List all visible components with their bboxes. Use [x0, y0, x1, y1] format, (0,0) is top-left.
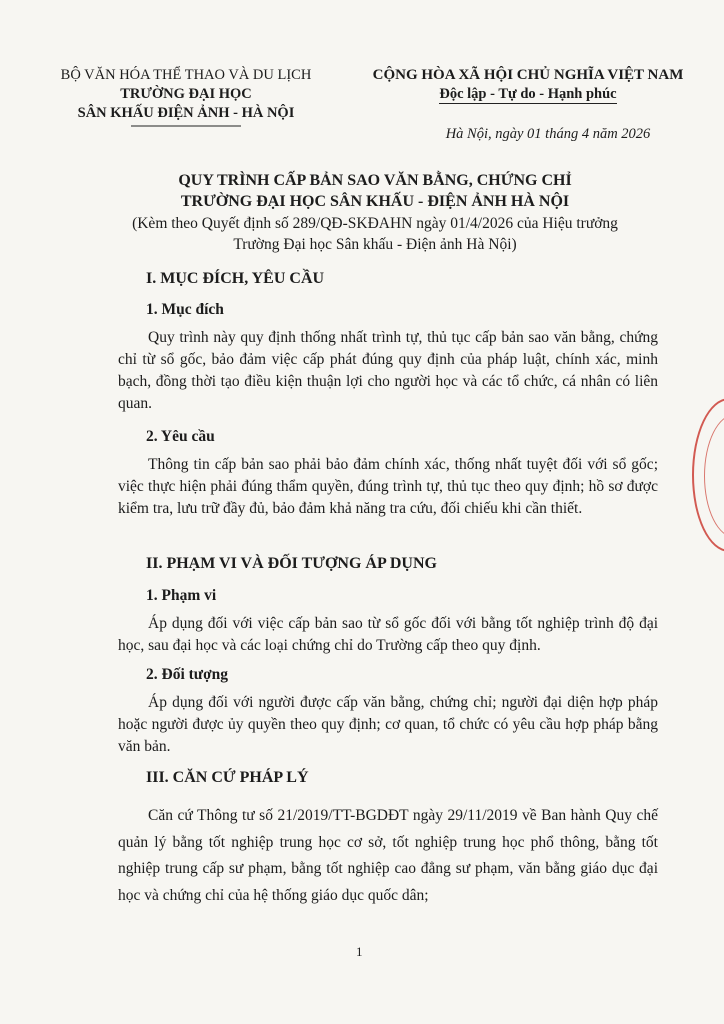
- document-title: [80, 170, 670, 212]
- university-name-line1: TRƯỜNG ĐẠI HỌC: [120, 86, 252, 102]
- paragraph-3: Căn cứ Thông tư số 21/2019/TT-BGDĐT ngày 29/11/2019 về Ban hành Quy chế quản lý bằng tốt nghiệp trung học cơ sở, tốt nghiệp trung học phổ thông, bằng tốt nghiệp trung cấp sư phạm, bằng tốt nghiệp cao đẳng sư phạm, văn bằng giáo dục đại học và chứng chỉ của hệ thống giáo dục quốc dân;: [118, 807, 658, 904]
- document-date: Hà Nội, ngày 01 tháng 4 năm 2026: [445, 126, 651, 142]
- national-motto: Độc lập - Tự do - Hạnh phúc: [439, 86, 617, 102]
- section-heading-3: III. CĂN CỨ PHÁP LÝ: [146, 769, 309, 786]
- subsection-heading-1-1: 1. Mục đích: [146, 301, 224, 318]
- issuing-agency-header: [40, 66, 332, 128]
- national-header: [368, 66, 688, 104]
- page-number: 1: [356, 944, 363, 959]
- paragraph-1-2: Thông tin cấp bản sao phải bảo đảm chính xác, thống nhất tuyệt đối với sổ gốc; việc thực hiện phải đúng thẩm quyền, đúng trình tự, thủ tục theo quy định; hồ sơ được kiểm tra, lưu trữ đầy đủ, bảo đảm khả năng tra cứu, đối chiếu khi cần thiết.: [118, 456, 658, 517]
- title-line2: TRƯỜNG ĐẠI HỌC SÂN KHẤU - ĐIỆN ẢNH HÀ NỘI: [180, 193, 570, 210]
- red-seal-stamp-icon: [692, 398, 724, 552]
- paragraph-2-1: Áp dụng đối với việc cấp bản sao từ sổ gốc đối với bằng tốt nghiệp trình độ đại học, sau đại học và các loại chứng chỉ do Trường cấp theo quy định.: [118, 615, 658, 654]
- subsection-heading-2-2: 2. Đối tượng: [146, 666, 229, 683]
- title-line1: QUY TRÌNH CẤP BẢN SAO VĂN BẰNG, CHỨNG CHỈ: [178, 172, 572, 189]
- paragraph-1-1: Quy trình này quy định thống nhất trình tự, thủ tục cấp bản sao văn bằng, chứng chỉ từ sổ gốc, bảo đảm việc cấp phát đúng quy định của pháp luật, chính xác, minh bạch, đồng thời tạo điều kiện thuận lợi cho người học và các tổ chức, cá nhân có liên quan.: [118, 329, 658, 412]
- header-underline: [131, 124, 241, 128]
- subtitle-line2: Trường Đại học Sân khấu - Điện ảnh Hà Nội): [233, 236, 517, 253]
- country-name: CỘNG HÒA XÃ HỘI CHỦ NGHĨA VIỆT NAM: [372, 67, 684, 83]
- stamp-inner-ring: [704, 414, 724, 538]
- section-heading-1: I. MỤC ĐÍCH, YÊU CẦU: [146, 270, 325, 287]
- subtitle-line1: (Kèm theo Quyết định số 289/QĐ-SKĐAHN ngày 01/4/2026 của Hiệu trưởng: [132, 215, 618, 232]
- subsection-heading-1-2: 2. Yêu cầu: [146, 428, 215, 445]
- paragraph-2-2: Áp dụng đối với người được cấp văn bằng, chứng chỉ; người đại diện hợp pháp hoặc người được ủy quyền theo quy định; cơ quan, tổ chức có yêu cầu hợp pháp bằng văn bản.: [118, 694, 658, 755]
- ministry-name: BỘ VĂN HÓA THỂ THAO VÀ DU LỊCH: [60, 67, 312, 83]
- document-subtitle: [80, 213, 670, 255]
- section-heading-2: II. PHẠM VI VÀ ĐỐI TƯỢNG ÁP DỤNG: [146, 555, 437, 572]
- university-name-line2: SÂN KHẤU ĐIỆN ẢNH - HÀ NỘI: [77, 105, 295, 121]
- subsection-heading-2-1: 1. Phạm vi: [146, 587, 217, 604]
